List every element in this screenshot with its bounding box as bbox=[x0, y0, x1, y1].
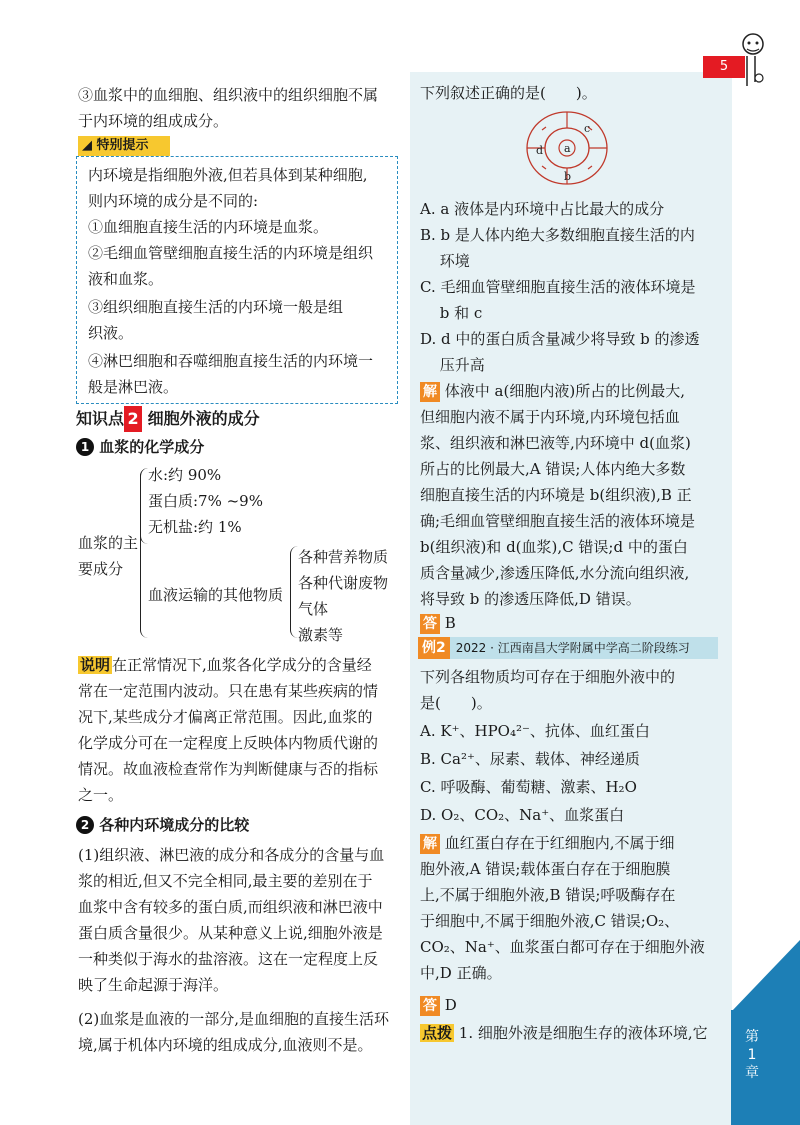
diagram-label-c: c bbox=[584, 122, 591, 135]
q2-solution-text: 血红蛋白存在于红细胞内,不属于细 bbox=[444, 834, 675, 852]
q1-option: b 和 c bbox=[420, 304, 483, 322]
q2-stem-line: 下列各组物质均可存在于细胞外液中的 bbox=[420, 668, 676, 686]
note-line: 化学成分可在一定程度上反映体内物质代谢的 bbox=[78, 734, 379, 752]
note-text: 在正常情况下,血浆各化学成分的含量经 bbox=[112, 656, 372, 674]
note-line: 常在一定范围内波动。只在患有某些疾病的情 bbox=[78, 682, 379, 700]
dianbo-label: 点拨 bbox=[422, 1024, 453, 1042]
q1-solution-line: 细胞直接生活的内环境是 b(组织液),B 正 bbox=[420, 486, 692, 504]
q2-answer: D bbox=[444, 996, 457, 1014]
knowledge-point-heading bbox=[76, 406, 260, 432]
section-1-heading bbox=[76, 434, 204, 460]
q2-solution-line: 胞外液,A 错误;载体蛋白存在于细胞膜 bbox=[420, 860, 671, 878]
q2-option-b: B. Ca²⁺、尿素、载体、神经递质 bbox=[420, 750, 640, 768]
q2-solution-line: 中,D 正确。 bbox=[420, 964, 502, 982]
para1-line: 映了生命起源于海洋。 bbox=[78, 976, 229, 994]
q2-option-a: A. K⁺、HPO₄²⁻、抗体、血红蛋白 bbox=[420, 722, 650, 740]
tree-branch-salt: 无机盐:约 1% bbox=[148, 518, 242, 536]
q1-solution-line: 浆、组织液和淋巴液等,内环境中 d(血浆) bbox=[420, 434, 691, 452]
diagram-label-a: a bbox=[564, 142, 571, 155]
tip-line: ③组织细胞直接生活的内环境一般是组 bbox=[88, 298, 344, 316]
tip-line: 内环境是指细胞外液,但若具体到某种细胞, bbox=[88, 166, 368, 184]
chapter-label: 第1章 bbox=[745, 1029, 759, 1081]
tree-leaf: 各种代谢废物 bbox=[298, 574, 389, 592]
mascot-icon bbox=[735, 30, 775, 90]
para1-line: (1)组织液、淋巴液的成分和各成分的含量与血 bbox=[78, 846, 385, 864]
kp-title: 细胞外液的成分 bbox=[147, 409, 260, 428]
kp-prefix: 知识点 bbox=[76, 409, 125, 428]
q2-stem-line: 是( )。 bbox=[420, 694, 492, 712]
tree-root-line-2: 要成分 bbox=[78, 560, 124, 578]
q1-solution-line: 但细胞内液不属于内环境,内环境包括血 bbox=[420, 408, 680, 426]
tip-line: 液和血浆。 bbox=[88, 270, 164, 288]
example-2-label: 例2 bbox=[418, 637, 450, 659]
para1-line: 一种类似于海水的盐溶液。这在一定程度上反 bbox=[78, 950, 379, 968]
answer-label: 答 bbox=[420, 614, 440, 634]
example-2-source: 2022 · 江西南昌大学附属中学高二阶段练习 bbox=[455, 641, 690, 655]
solution-label: 解 bbox=[420, 382, 440, 402]
q1-option: D. d 中的蛋白质含量减少将导致 b 的渗透 bbox=[420, 330, 700, 348]
diagram-label-d: d bbox=[536, 144, 544, 157]
kp-number: 2 bbox=[124, 406, 142, 432]
note-line: 之一。 bbox=[78, 786, 124, 804]
q1-option: C. 毛细血管壁细胞直接生活的液体环境是 bbox=[420, 278, 696, 296]
para1-line: 血浆中含有较多的蛋白质,而组织液和淋巴液中 bbox=[78, 898, 383, 916]
q1-answer-line bbox=[420, 610, 456, 636]
tree-leaf: 气体 bbox=[298, 600, 329, 618]
q1-option: 压升高 bbox=[420, 356, 485, 374]
q1-option: 环境 bbox=[420, 252, 470, 270]
dianbo-text: 1. 细胞外液是细胞生存的液体环境,它 bbox=[458, 1024, 708, 1042]
answer-label: 答 bbox=[420, 996, 440, 1016]
q2-option-d: D. O₂、CO₂、Na⁺、血浆蛋白 bbox=[420, 806, 625, 824]
tip-dianbo-line bbox=[420, 1020, 708, 1046]
tree-branch-water: 水:约 90% bbox=[148, 466, 222, 484]
tip-line: 织液。 bbox=[88, 324, 134, 342]
para2-line: 境,属于机体内环境的组成成分,血液则不是。 bbox=[78, 1036, 373, 1054]
tip-line: 般是淋巴液。 bbox=[88, 378, 179, 396]
section-1-title: 血浆的化学成分 bbox=[99, 438, 205, 456]
q1-option: A. a 液体是内环境中占比最大的成分 bbox=[420, 200, 665, 218]
section-2-title: 各种内环境成分的比较 bbox=[99, 816, 250, 834]
q2-option-c: C. 呼吸酶、葡萄糖、激素、H₂O bbox=[420, 778, 637, 796]
q2-solution-line: CO₂、Na⁺、血浆蛋白都可存在于细胞外液 bbox=[420, 938, 705, 956]
intro-line-1: ③血浆中的血细胞、组织液中的组织细胞不属 bbox=[78, 86, 379, 104]
solution-label: 解 bbox=[420, 834, 440, 854]
para1-line: 蛋白质含量很少。从某种意义上说,细胞外液是 bbox=[78, 924, 383, 942]
section-2-number: 2 bbox=[76, 816, 94, 834]
diagram-label-b: b bbox=[564, 170, 572, 183]
special-tip-label: ◢ 特别提示 bbox=[78, 136, 170, 156]
example-2-header bbox=[418, 637, 718, 659]
q1-solution-text: 体液中 a(细胞内液)所占的比例最大, bbox=[444, 382, 685, 400]
q1-solution-line: b(组织液)和 d(血浆),C 错误;d 中的蛋白 bbox=[420, 538, 688, 556]
note-line-1 bbox=[78, 652, 372, 678]
q1-solution-line: 质含量减少,渗透压降低,水分流向组织液, bbox=[420, 564, 690, 582]
q1-option: B. b 是人体内绝大多数细胞直接生活的内 bbox=[420, 226, 695, 244]
q1-solution-line: 所占的比例最大,A 错误;人体内绝大多数 bbox=[420, 460, 686, 478]
note-line: 况下,某些成分才偏离正常范围。因此,血浆的 bbox=[78, 708, 373, 726]
para2-line: (2)血浆是血液的一部分,是血细胞的直接生活环 bbox=[78, 1010, 390, 1028]
page-number: 5 bbox=[703, 56, 745, 78]
q2-answer-line bbox=[420, 992, 457, 1018]
q1-answer: B bbox=[444, 614, 456, 632]
note-line: 情况。故血液检查常作为判断健康与否的指标 bbox=[78, 760, 379, 778]
q1-solution-line: 确;毛细血管壁细胞直接生活的液体环境是 bbox=[420, 512, 696, 530]
q1-solution-line-1 bbox=[420, 378, 685, 404]
cell-fluid-diagram bbox=[512, 108, 622, 194]
q1-solution-line: 将导致 b 的渗透压降低,D 错误。 bbox=[420, 590, 641, 608]
tree-branch-other: 血液运输的其他物质 bbox=[148, 586, 284, 604]
note-label: 说明 bbox=[80, 656, 111, 674]
tip-line: ①血细胞直接生活的内环境是血浆。 bbox=[88, 218, 329, 236]
chapter-tab-corner bbox=[731, 940, 800, 1012]
q2-solution-line-1 bbox=[420, 830, 675, 856]
tree-root-line-1: 血浆的主 bbox=[78, 534, 139, 552]
section-2-heading bbox=[76, 812, 249, 838]
q2-solution-line: 于细胞中,不属于细胞外液,C 错误;O₂、 bbox=[420, 912, 680, 930]
tree-branch-protein: 蛋白质:7% ~9% bbox=[148, 492, 263, 510]
tree-leaf: 各种营养物质 bbox=[298, 548, 389, 566]
tip-line: ④淋巴细胞和吞噬细胞直接生活的内环境一 bbox=[88, 352, 374, 370]
q1-stem: 下列叙述正确的是( )。 bbox=[420, 84, 597, 102]
para1-line: 浆的相近,但又不完全相同,最主要的差别在于 bbox=[78, 872, 373, 890]
section-1-number: 1 bbox=[76, 438, 94, 456]
tree-leaf: 激素等 bbox=[298, 626, 344, 644]
q2-solution-line: 上,不属于细胞外液,B 错误;呼吸酶存在 bbox=[420, 886, 676, 904]
tip-line: 则内环境的成分是不同的: bbox=[88, 192, 259, 210]
tip-line: ②毛细血管壁细胞直接生活的内环境是组织 bbox=[88, 244, 374, 262]
intro-line-2: 于内环境的组成成分。 bbox=[78, 112, 229, 130]
